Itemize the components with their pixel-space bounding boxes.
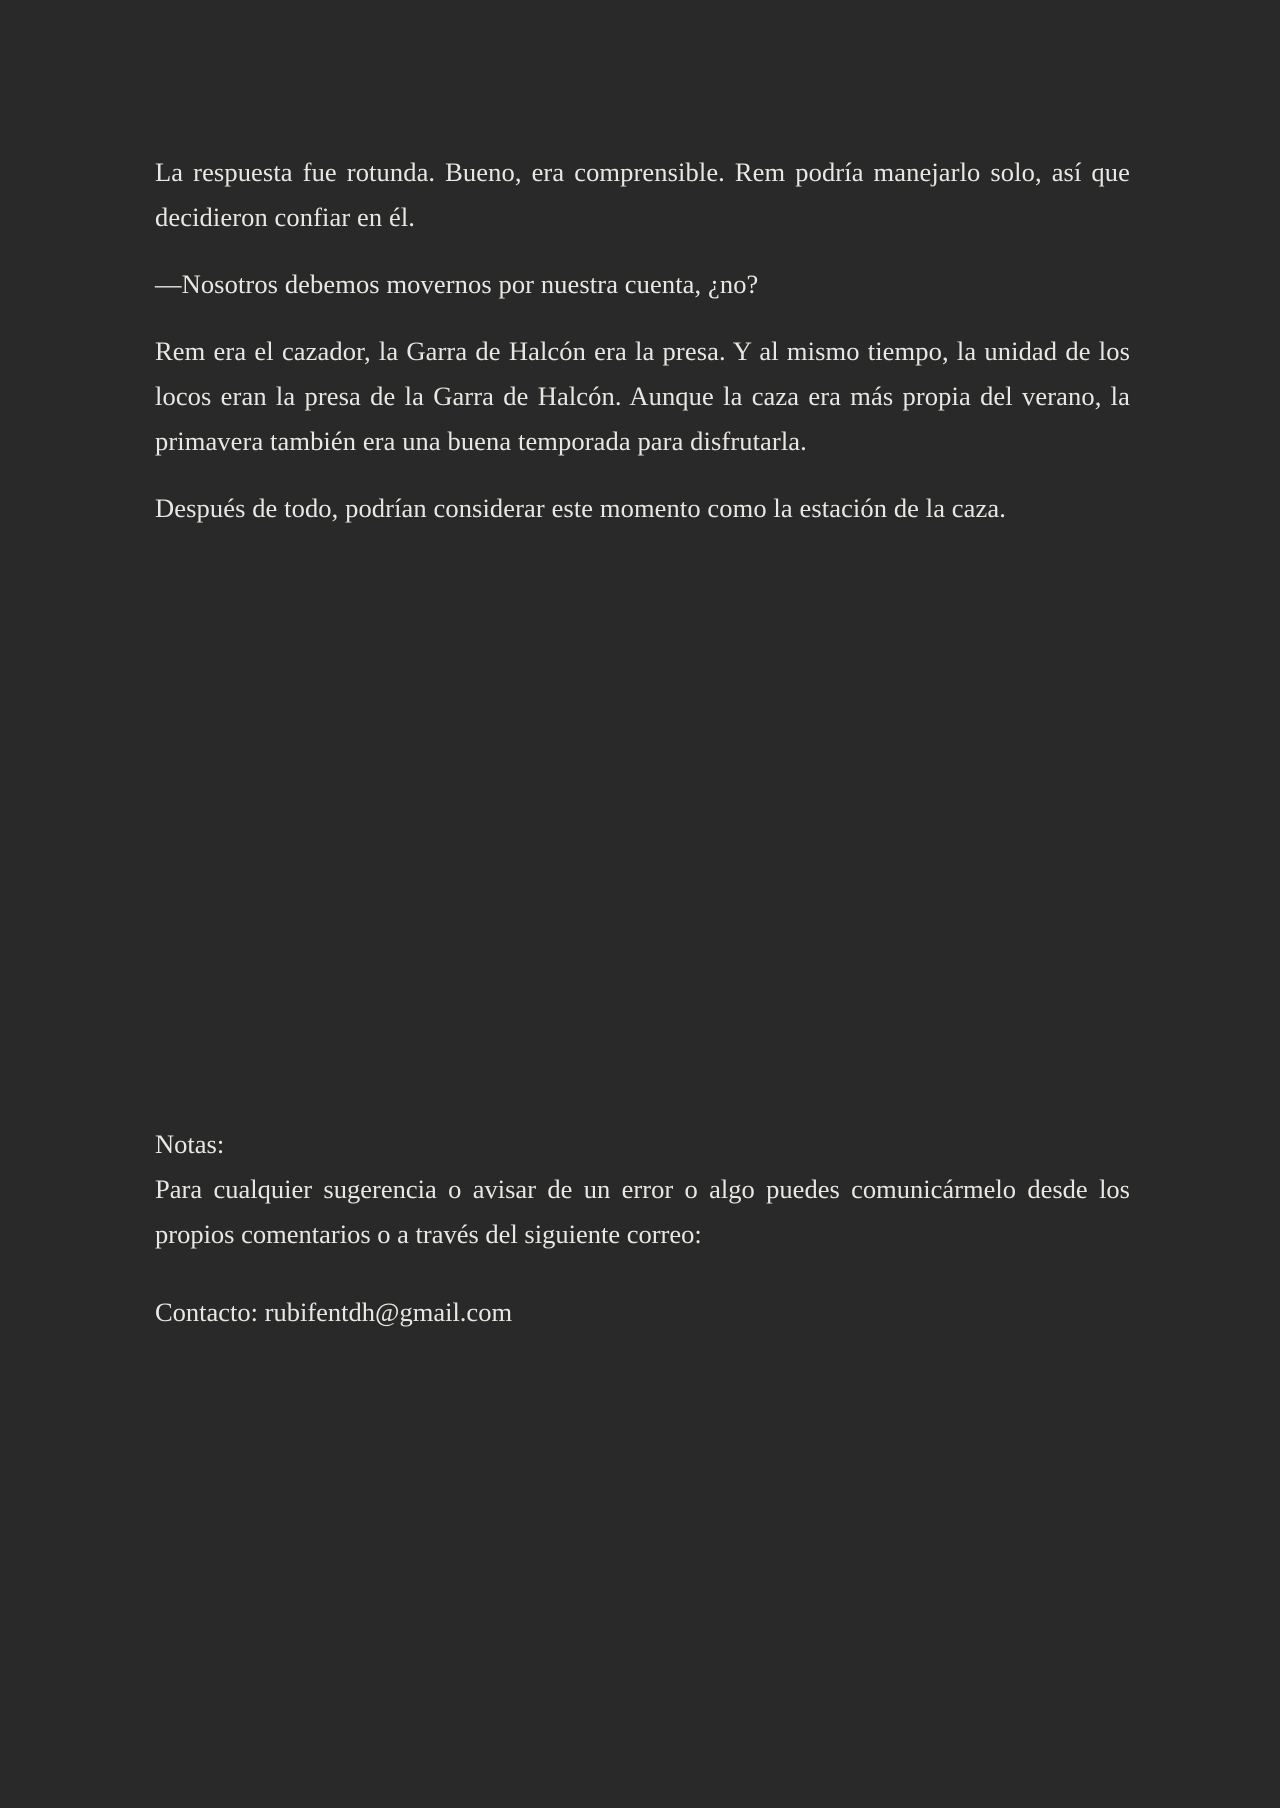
blank-page-region [0,540,1280,1100]
paragraph-3: Rem era el cazador, la Garra de Halcón era la presa. Y al mismo tiempo, la unidad de los locos eran la presa de la Garra de Halcón. Aunque la caza era más propia del verano, la primavera también era una buena temporada para disfrutarla. [155,336,1130,456]
paragraph-4: Después de todo, podrían considerar este momento como la estación de la caza. [155,493,1006,523]
notes-section [155,1122,1130,1257]
contact-line: Contacto: rubifentdh@gmail.com [155,1297,513,1327]
notes-heading: Notas: [155,1129,225,1159]
paragraph-2-dialogue: —Nosotros debemos movernos por nuestra cuenta, ¿no? [155,269,759,299]
body-text-block [155,150,1130,531]
notes-body-text: Para cualquier sugerencia o avisar de un error o algo puedes comunicármelo desde los propios comentarios o a través del siguiente correo: [155,1174,1130,1249]
paragraph-1: La respuesta fue rotunda. Bueno, era comprensible. Rem podría manejarlo solo, así que decidieron confiar en él. [155,157,1130,232]
